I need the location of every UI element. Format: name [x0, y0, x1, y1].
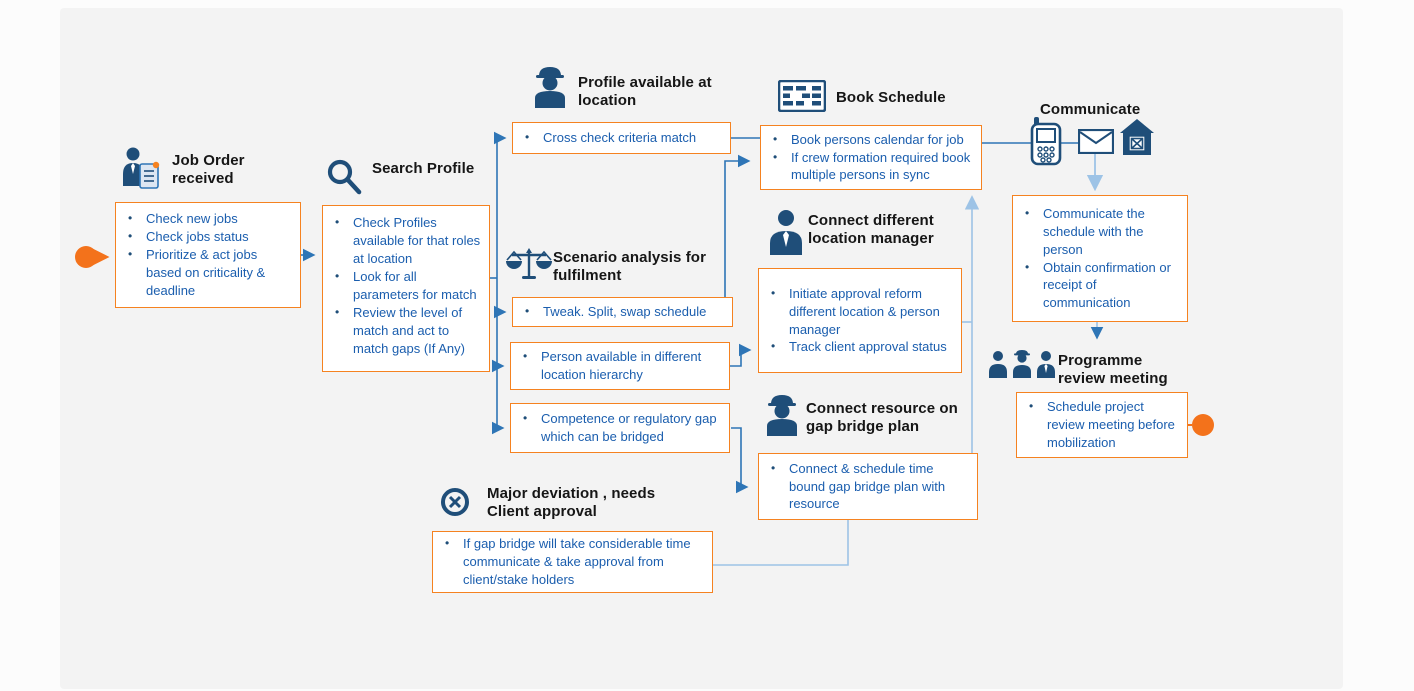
profile-available-box [512, 122, 731, 154]
major-deviation-title: Major deviation , needs Client approval [487, 485, 656, 521]
scenario-box-competence-gap [510, 403, 730, 453]
book-schedule-title: Book Schedule [836, 89, 946, 106]
bullet: • Check Profiles available for that roles at location [323, 214, 481, 268]
bullet: • Connect & schedule time bound gap bridge plan with resource [759, 460, 969, 514]
scales-icon [505, 246, 553, 289]
connect-resource-title: Connect resource on gap bridge plan [806, 400, 958, 436]
search-profile-title: Search Profile [372, 160, 475, 177]
job-order-title: Job Order received [172, 152, 245, 188]
bullet: • Communicate the schedule with the person [1013, 205, 1179, 259]
start-dot [75, 246, 97, 268]
office-building-icon [1120, 119, 1154, 160]
worker-icon [764, 392, 800, 441]
manager-icon [768, 209, 804, 262]
scenario-analysis-title: Scenario analysis for fulfilment [553, 249, 707, 285]
envelope-icon [1078, 129, 1114, 159]
worker-icon [532, 64, 568, 113]
search-icon [325, 158, 365, 203]
bullet: • Tweak. Split, swap schedule [513, 303, 724, 321]
bullet: • If crew formation required book multiple persons in sync [761, 149, 973, 185]
connect-resource-box [758, 453, 978, 520]
bullet: • Initiate approval reform different location & person manager [759, 285, 953, 339]
schedule-grid-icon [778, 80, 826, 117]
scenario-box-tweak [512, 297, 733, 327]
job-order-icon [122, 146, 164, 199]
bullet: • Book persons calendar for job [761, 131, 973, 149]
bullet: • Look for all parameters for match [323, 268, 481, 304]
end-dot [1192, 414, 1214, 436]
bullet: • Check jobs status [116, 228, 292, 246]
bullet: • If gap bridge will take considerable time communicate & take approval from client/stake holders [433, 535, 704, 589]
connect-manager-title: Connect different location manager [808, 212, 934, 248]
programme-review-title: Programme review meeting [1058, 352, 1168, 388]
circled-x-icon [440, 487, 470, 522]
communicate-title: Communicate [1040, 101, 1141, 118]
book-schedule-box [760, 125, 982, 190]
bullet: • Review the level of match and act to match gaps (If Any) [323, 304, 481, 358]
communicate-box [1012, 195, 1188, 322]
job-order-box [115, 202, 301, 308]
bullet: • Person available in different location hierarchy [511, 348, 721, 384]
bullet: • Track client approval status [759, 338, 953, 356]
people-group-icon [988, 350, 1056, 383]
search-profile-box [322, 205, 490, 372]
profile-available-title: Profile available at location [578, 74, 712, 110]
bullet: • Obtain confirmation or receipt of communication [1013, 259, 1179, 313]
mobile-phone-icon [1030, 116, 1062, 171]
bullet: • Cross check criteria match [513, 129, 722, 147]
bullet: • Schedule project review meeting before mobilization [1017, 398, 1179, 452]
bullet: • Prioritize & act jobs based on criticality & deadline [116, 246, 292, 300]
major-deviation-box [432, 531, 713, 593]
programme-review-box [1016, 392, 1188, 458]
scenario-box-person-available [510, 342, 730, 390]
bullet: • Check new jobs [116, 210, 292, 228]
bullet: • Competence or regulatory gap which can be bridged [511, 410, 721, 446]
connect-manager-box [758, 268, 962, 373]
